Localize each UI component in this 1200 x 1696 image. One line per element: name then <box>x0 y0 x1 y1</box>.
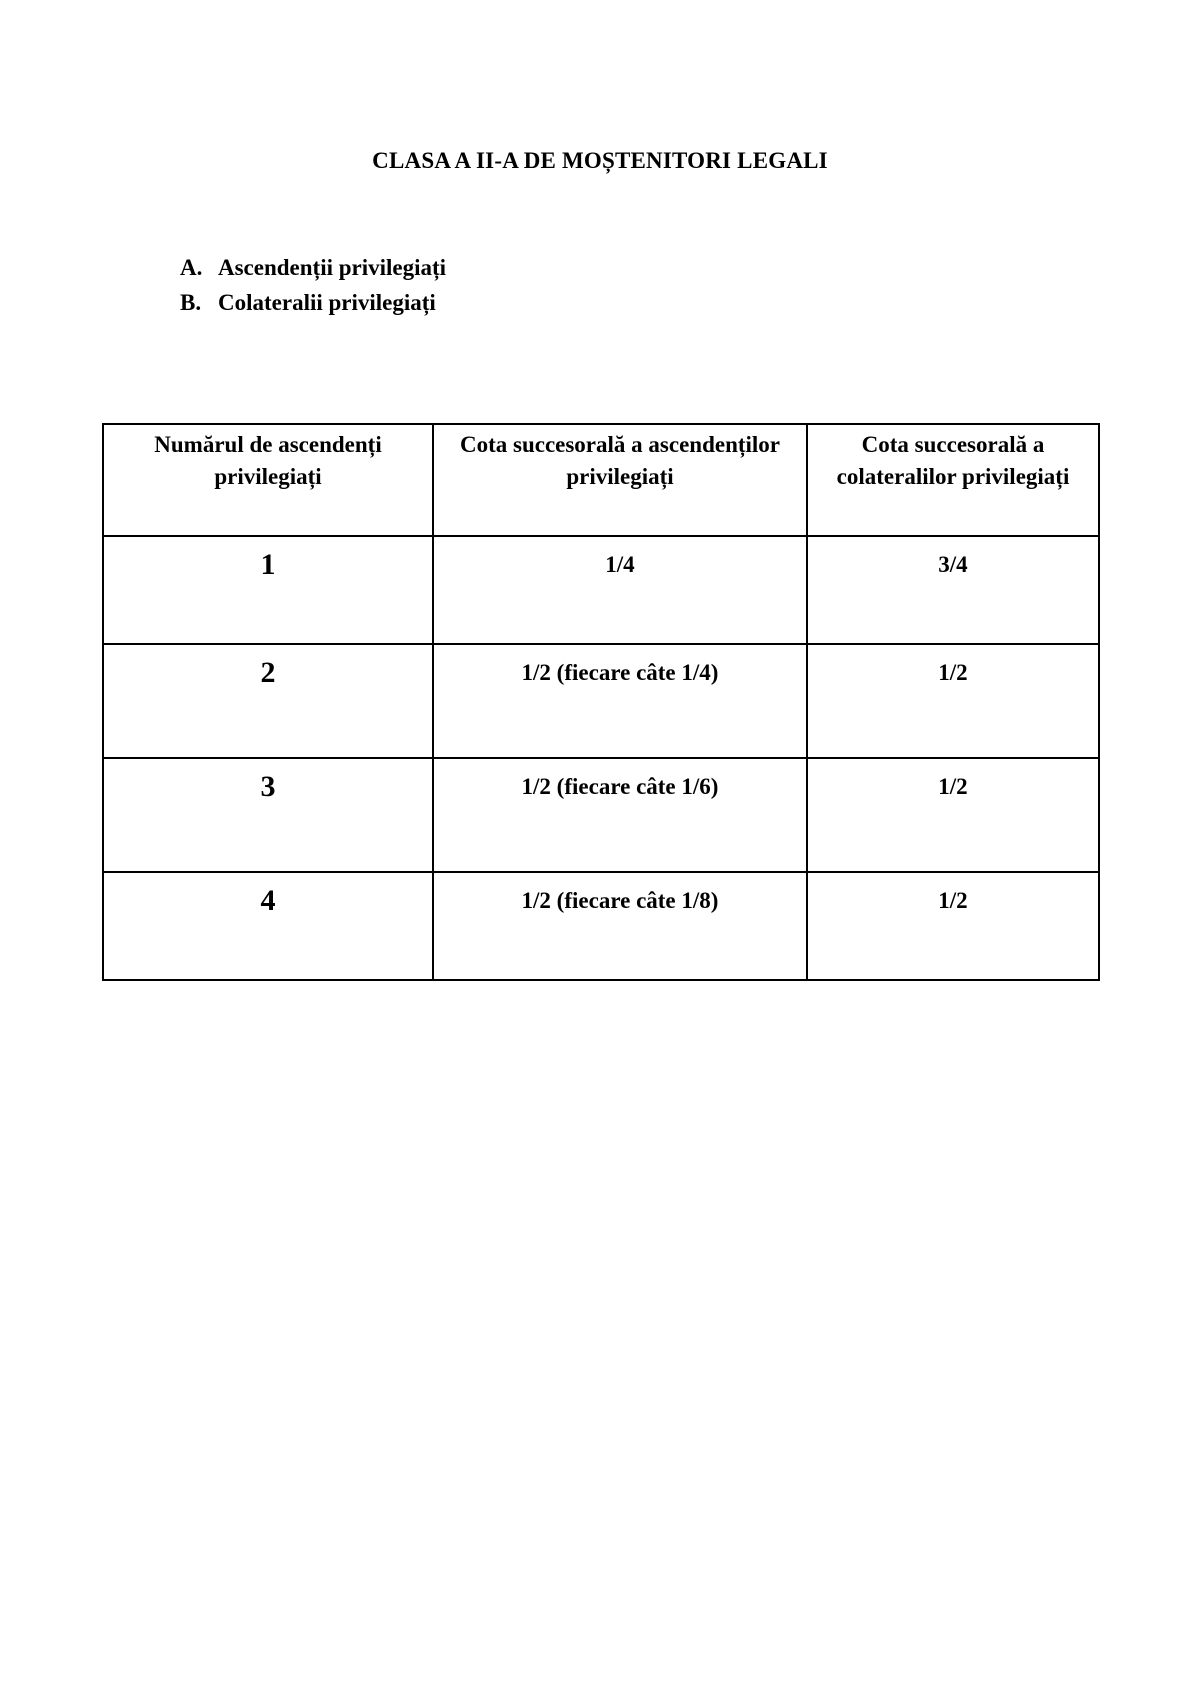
table-row <box>103 758 1099 872</box>
header-ascendant-count: Numărul de ascendenți privilegiați <box>103 424 433 536</box>
table-row <box>103 872 1099 980</box>
cell-ascendant-share: 1/2 (fiecare câte 1/6) <box>433 758 807 872</box>
table-row <box>103 644 1099 758</box>
cell-collateral-share: 1/2 <box>807 644 1099 758</box>
table-header-row <box>103 424 1099 536</box>
outline-text: Colateralii privilegiați <box>218 290 436 315</box>
outline-text: Ascendenții privilegiați <box>218 255 447 280</box>
cell-collateral-share: 1/2 <box>807 758 1099 872</box>
cell-ascendant-share: 1/4 <box>433 536 807 644</box>
cell-ascendant-share: 1/2 (fiecare câte 1/4) <box>433 644 807 758</box>
outline-marker: B. <box>180 290 202 315</box>
outline-item <box>180 250 446 285</box>
outline-marker: A. <box>180 255 203 280</box>
cell-ascendant-count: 3 <box>103 758 433 872</box>
cell-collateral-share: 3/4 <box>807 536 1099 644</box>
page-title: CLASA A II-A DE MOȘTENITORI LEGALI <box>372 148 828 173</box>
cell-ascendant-count: 4 <box>103 872 433 980</box>
header-ascendant-share: Cota succesorală a ascendenților privilegiați <box>433 424 807 536</box>
table-row <box>103 536 1099 644</box>
cell-ascendant-count: 2 <box>103 644 433 758</box>
cell-ascendant-share: 1/2 (fiecare câte 1/8) <box>433 872 807 980</box>
cell-collateral-share: 1/2 <box>807 872 1099 980</box>
inheritance-share-table <box>102 423 1100 981</box>
outline-list <box>180 250 446 320</box>
header-collateral-share: Cota succesorală a colateralilor privilegiați <box>807 424 1099 536</box>
cell-ascendant-count: 1 <box>103 536 433 644</box>
outline-item <box>180 285 446 320</box>
